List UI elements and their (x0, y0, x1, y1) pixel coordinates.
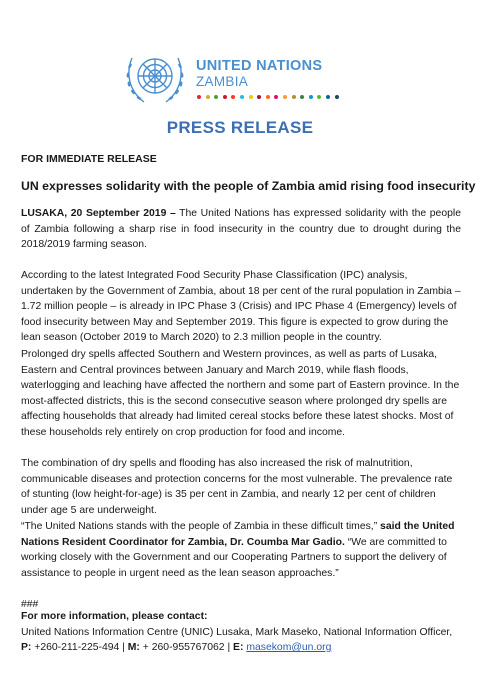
quote-continued: “We are committed to working closely with the Government and our Cooperating Partners to support the delivery of assistance to people in urgent need as the lean season approaches.” (21, 536, 447, 579)
sdg-dot (266, 95, 270, 99)
mobile-number: + 260-955767062 | (139, 642, 234, 653)
paragraph-2: According to the latest Integrated Food Security Phase Classification (IPC) analysis, undertaken by the Government of Zambia, about 18 per cent of the rural population in Zambia – 1.72 million people – is already in IPC Phase 3 (Crisis) and IPC Phase 4 (Emergency) levels of food insecurity between May and September 2019. This figure is expected to grow during the lean season (October 2019 to March 2020) to 2.3 million people in the country. (21, 270, 461, 343)
sdg-dot (197, 95, 201, 99)
sdg-dot (274, 95, 278, 99)
sdg-dot (257, 95, 261, 99)
sdg-dot (326, 95, 330, 99)
email-link[interactable]: masekom@un.org (246, 642, 332, 653)
mobile-label: M: (127, 642, 140, 653)
sdg-dot (283, 95, 287, 99)
phone-label: P: (21, 642, 32, 653)
un-zambia-logo (122, 46, 362, 110)
un-emblem-icon (122, 46, 188, 110)
contact-line: United Nations Information Centre (UNIC) Lusaka, Mark Maseko, National Information Officer, (21, 626, 453, 638)
sdg-dot (292, 95, 296, 99)
sdg-dot (249, 95, 253, 99)
sdg-dot (335, 95, 339, 99)
sdg-dot (309, 95, 313, 99)
dateline: LUSAKA, 20 September 2019 – (21, 208, 176, 219)
contact-heading: For more information, please contact: (21, 611, 208, 622)
for-immediate-release: FOR IMMEDIATE RELEASE (21, 153, 157, 165)
quote: “The United Nations stands with the people of Zambia in these difficult times,” (21, 521, 378, 532)
org-country: ZAMBIA (196, 74, 249, 89)
sdg-dot (300, 95, 304, 99)
press-release-title: PRESS RELEASE (166, 118, 314, 137)
phone-number: +260-211-225-494 | (31, 642, 128, 653)
sdg-dot (317, 95, 321, 99)
sdg-dot (223, 95, 227, 99)
sdg-color-dots (197, 95, 339, 99)
attribution: said the United Nations Resident Coordinator for Zambia, Dr. Coumba Mar Gadio. (21, 521, 455, 548)
sdg-dot (240, 95, 244, 99)
end-marker: ### (21, 599, 39, 610)
paragraph-1 (21, 206, 461, 253)
contact-block (21, 609, 461, 656)
headline: UN expresses solidarity with the people of Zambia amid rising food insecurity (21, 179, 476, 193)
paragraph-1-text: The United Nations has expressed solidarity with the people of Zambia following a sharp rise in food insecurity in the country due to drought during the 2018/2019 farming season. (21, 208, 461, 250)
sdg-dot (231, 95, 235, 99)
org-name: UNITED NATIONS (196, 58, 323, 74)
email-label: E: (233, 642, 244, 653)
sdg-dot (214, 95, 218, 99)
paragraph-3: Prolonged dry spells affected Southern and Western provinces, as well as parts of Lusaka, Eastern and Central provinces between January and March 2019, while flash floods, waterlogging and leaching have affected the northern and some part of Eastern province. In the most-affected districts, this is the second consecutive season where prolonged dry spells are affecting households that already had limited cereal stocks before these latest shocks. Most of these households rely entirely on crop production for food and income. (21, 349, 460, 438)
paragraph-4: The combination of dry spells and flooding has also increased the risk of malnutrition, communicable diseases and protection concerns for the most vulnerable. The prevalence rate of stunting (low height-for-age) is 35 per cent in Zambia, and nearly 12 per cent of children under age 5 are underweight. (21, 458, 453, 516)
paragraph-5 (21, 519, 461, 581)
sdg-dot (206, 95, 210, 99)
contact-numbers (21, 640, 461, 656)
